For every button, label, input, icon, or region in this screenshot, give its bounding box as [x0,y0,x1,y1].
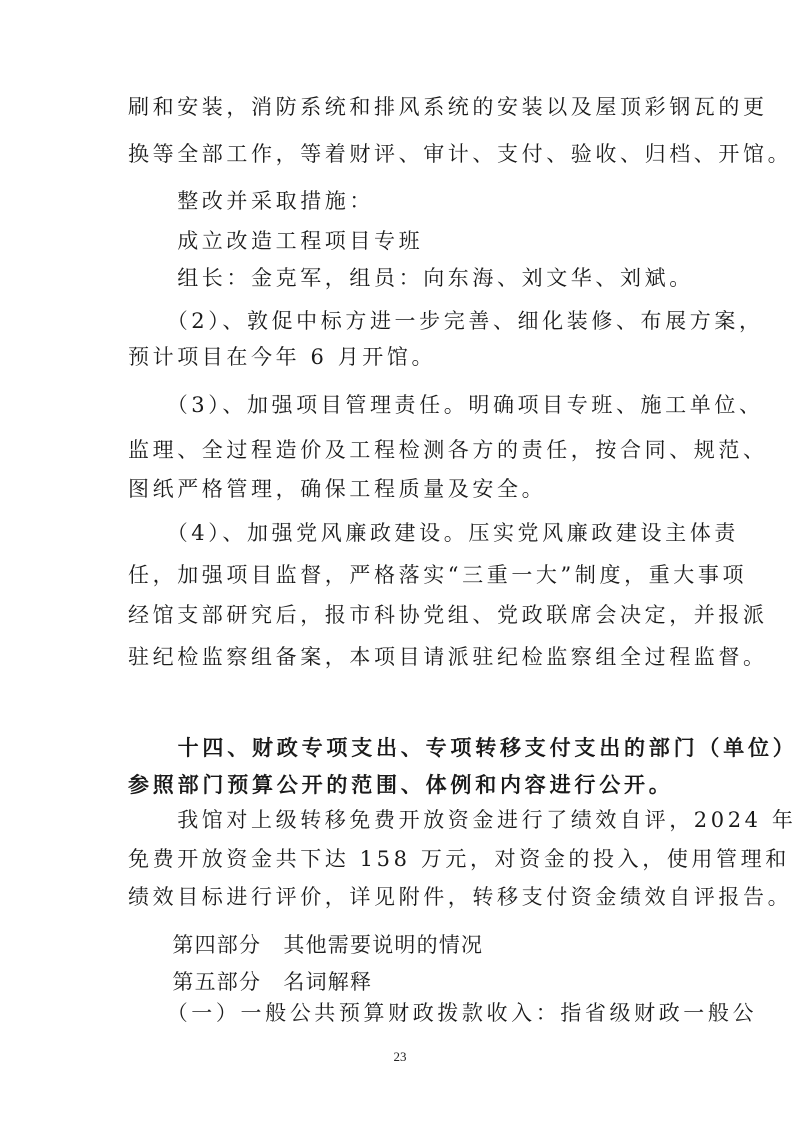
text-line: 免费开放资金共下达 158 万元，对资金的投入，使用管理和 [128,847,790,871]
text-line: 换等全部工作，等着财评、审计、支付、验收、归档、开馆。 [128,142,793,166]
text-line: 监理、全过程造价及工程检测各方的责任，按合同、规范、 [128,438,768,462]
text-line: 我馆对上级转移免费开放资金进行了绩效自评，2024 年 [128,808,797,832]
text-line: 绩效目标进行评价，详见附件，转移支付资金绩效自评报告。 [128,885,793,909]
text-line: （3）、加强项目管理责任。明确项目专班、施工单位、 [128,393,764,417]
text-line: 经馆支部研究后，报市科协党组、党政联席会决定，并报派 [128,603,768,627]
text-line: 成立改造工程项目专班 [128,229,424,253]
text-line: 任，加强项目监督，严格落实“三重一大”制度，重大事项 [128,563,748,587]
text-line: （2）、敦促中标方进一步完善、细化装修、布展方案， [128,309,764,333]
text-line: （一）一般公共预算财政拨款收入：指省级财政一般公 [128,1001,758,1025]
text-line: 整改并采取措施： [128,189,374,213]
page-number: 23 [393,1049,407,1064]
text-line: （4）、加强党风廉政建设。压实党风廉政建设主体责 [128,521,739,545]
section-heading: 参照部门预算公开的范围、体例和内容进行公开。 [128,772,674,797]
text-line: 图纸严格管理，确保工程质量及安全。 [128,477,547,501]
part-heading: 第五部分 名词解释 [128,970,373,994]
text-line: 组长：金克军，组员：向东海、刘文华、刘斌。 [128,266,694,290]
section-heading: 十四、财政专项支出、专项转移支付支出的部门（单位） [128,735,798,760]
text-line: 刷和安装，消防系统和排风系统的安装以及屋顶彩钢瓦的更 [128,95,768,119]
text-line: 驻纪检监察组备案，本项目请派驻纪检监察组全过程监督。 [128,645,768,669]
text-line: 预计项目在今年 6 月开馆。 [128,345,437,369]
part-heading: 第四部分 其他需要说明的情况 [128,933,484,957]
